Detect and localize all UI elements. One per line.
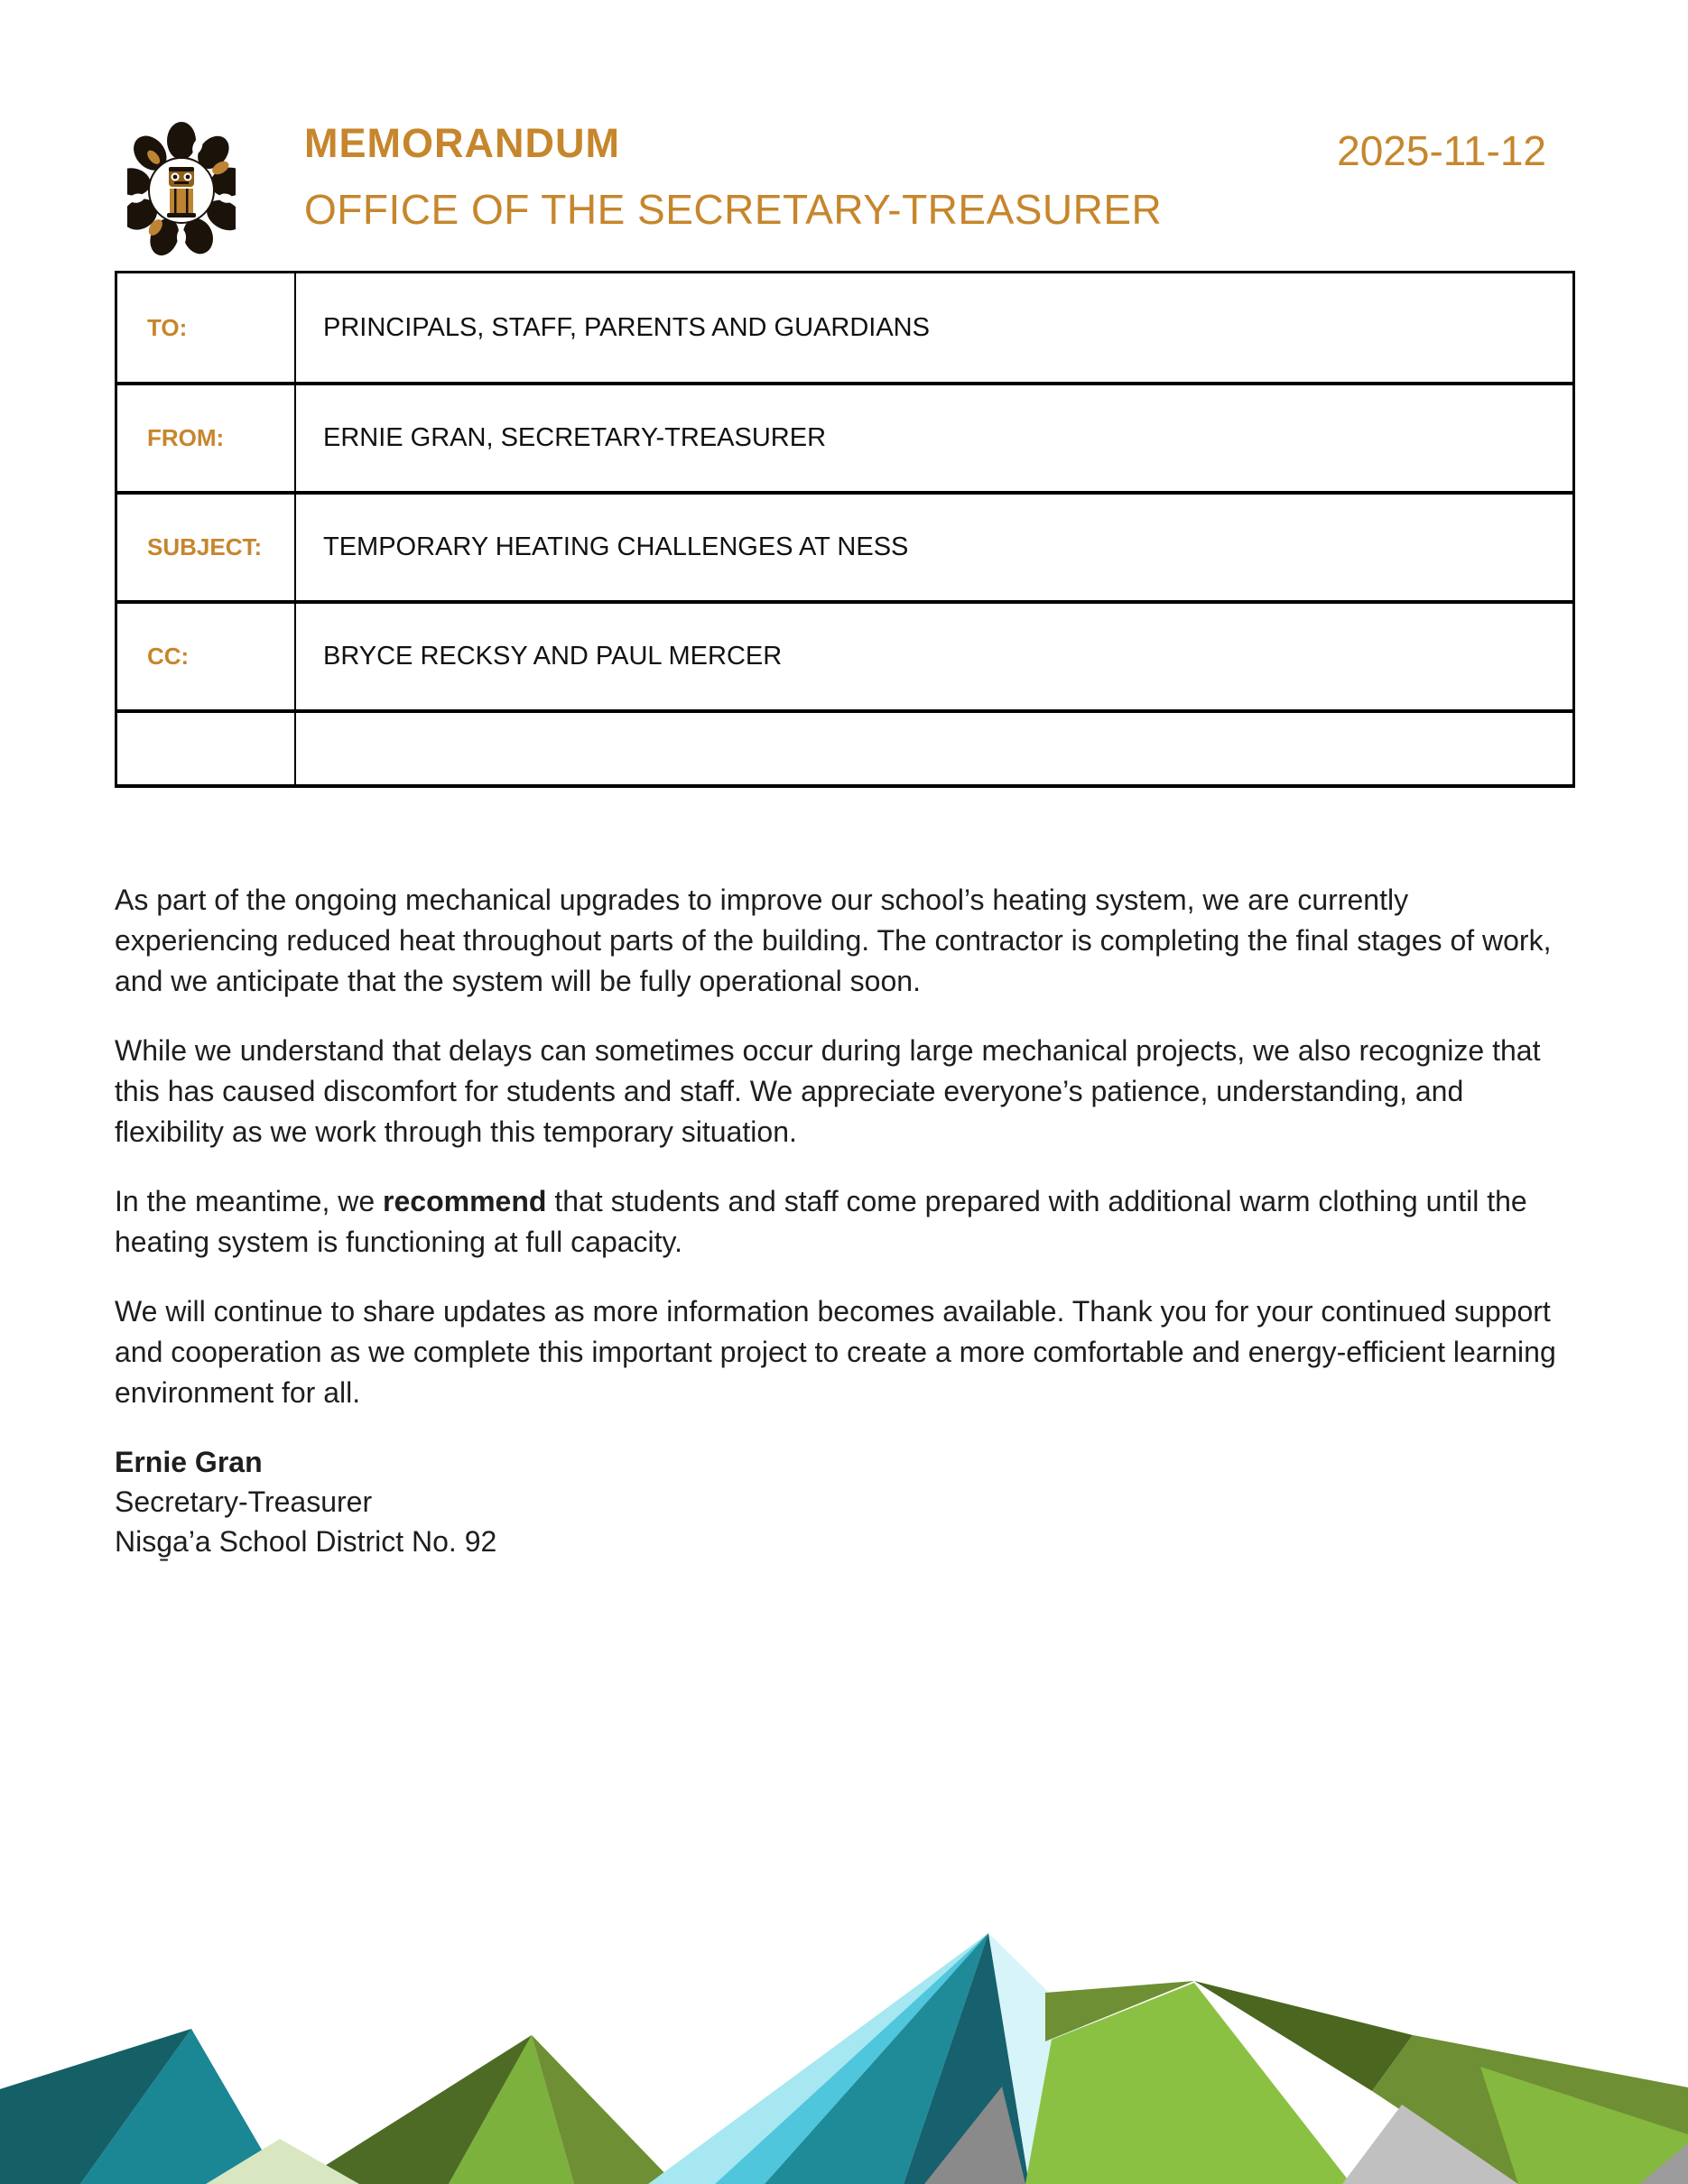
field-value-blank xyxy=(296,709,1572,784)
paragraph-3-after: that students and staff come prepared with additional warm clothing until the heating system is functioning at full capacity. xyxy=(115,1185,1527,1258)
field-value-cc: BRYCE RECKSY AND PAUL MERCER xyxy=(296,600,1572,709)
letter-body xyxy=(115,880,1577,1561)
field-value-from: ERNIE GRAN, SECRETARY-TREASURER xyxy=(296,382,1572,491)
field-label-cc: CC: xyxy=(117,600,296,709)
paragraph-4: We will continue to share updates as more information becomes available. Thank you for your continued support and cooperation as we complete this important project to create a more comfortable and energy-efficient learning environment for all. xyxy=(115,1295,1556,1409)
paragraph-3-before: In the meantime, we xyxy=(115,1185,384,1217)
field-value-subject: TEMPORARY HEATING CHALLENGES AT NESS xyxy=(296,491,1572,600)
field-label-blank xyxy=(117,709,296,784)
signature-organization: Nisg̱a’a School District No. 92 xyxy=(115,1525,497,1558)
signature-name: Ernie Gran xyxy=(115,1446,263,1478)
field-label-subject: SUBJECT: xyxy=(117,491,296,600)
page-subtitle: OFFICE OF THE SECRETARY-TREASURER xyxy=(304,186,1163,233)
logo-mask xyxy=(167,167,196,217)
page-title: MEMORANDUM xyxy=(304,120,620,166)
field-label-from: FROM: xyxy=(117,382,296,491)
paragraph-2: While we understand that delays can sometimes occur during large mechanical projects, we also recognize that this has caused discomfort for students and staff. We appreciate everyone’s patience, understanding, and flexibility as we work through this temporary situation. xyxy=(115,1034,1541,1148)
memo-fields-table xyxy=(115,271,1575,788)
footer-mountain-art xyxy=(0,1931,1688,2184)
field-label-to: TO: xyxy=(117,273,296,382)
paragraph-1: As part of the ongoing mechanical upgrades to improve our school’s heating system, we are currently experiencing reduced heat throughout parts of the building. The contractor is completing the final stages of work, and we anticipate that the system will be fully operational soon. xyxy=(115,884,1552,997)
signature-role: Secretary-Treasurer xyxy=(115,1485,373,1518)
signature-block xyxy=(115,1442,1577,1561)
paragraph-3 xyxy=(115,1181,1577,1263)
district-logo xyxy=(127,122,236,259)
memo-date: 2025-11-12 xyxy=(1337,127,1546,174)
field-value-to: PRINCIPALS, STAFF, PARENTS AND GUARDIANS xyxy=(323,312,930,342)
paragraph-3-emphasis: recommend xyxy=(383,1185,547,1217)
header-title-block xyxy=(304,120,1163,233)
